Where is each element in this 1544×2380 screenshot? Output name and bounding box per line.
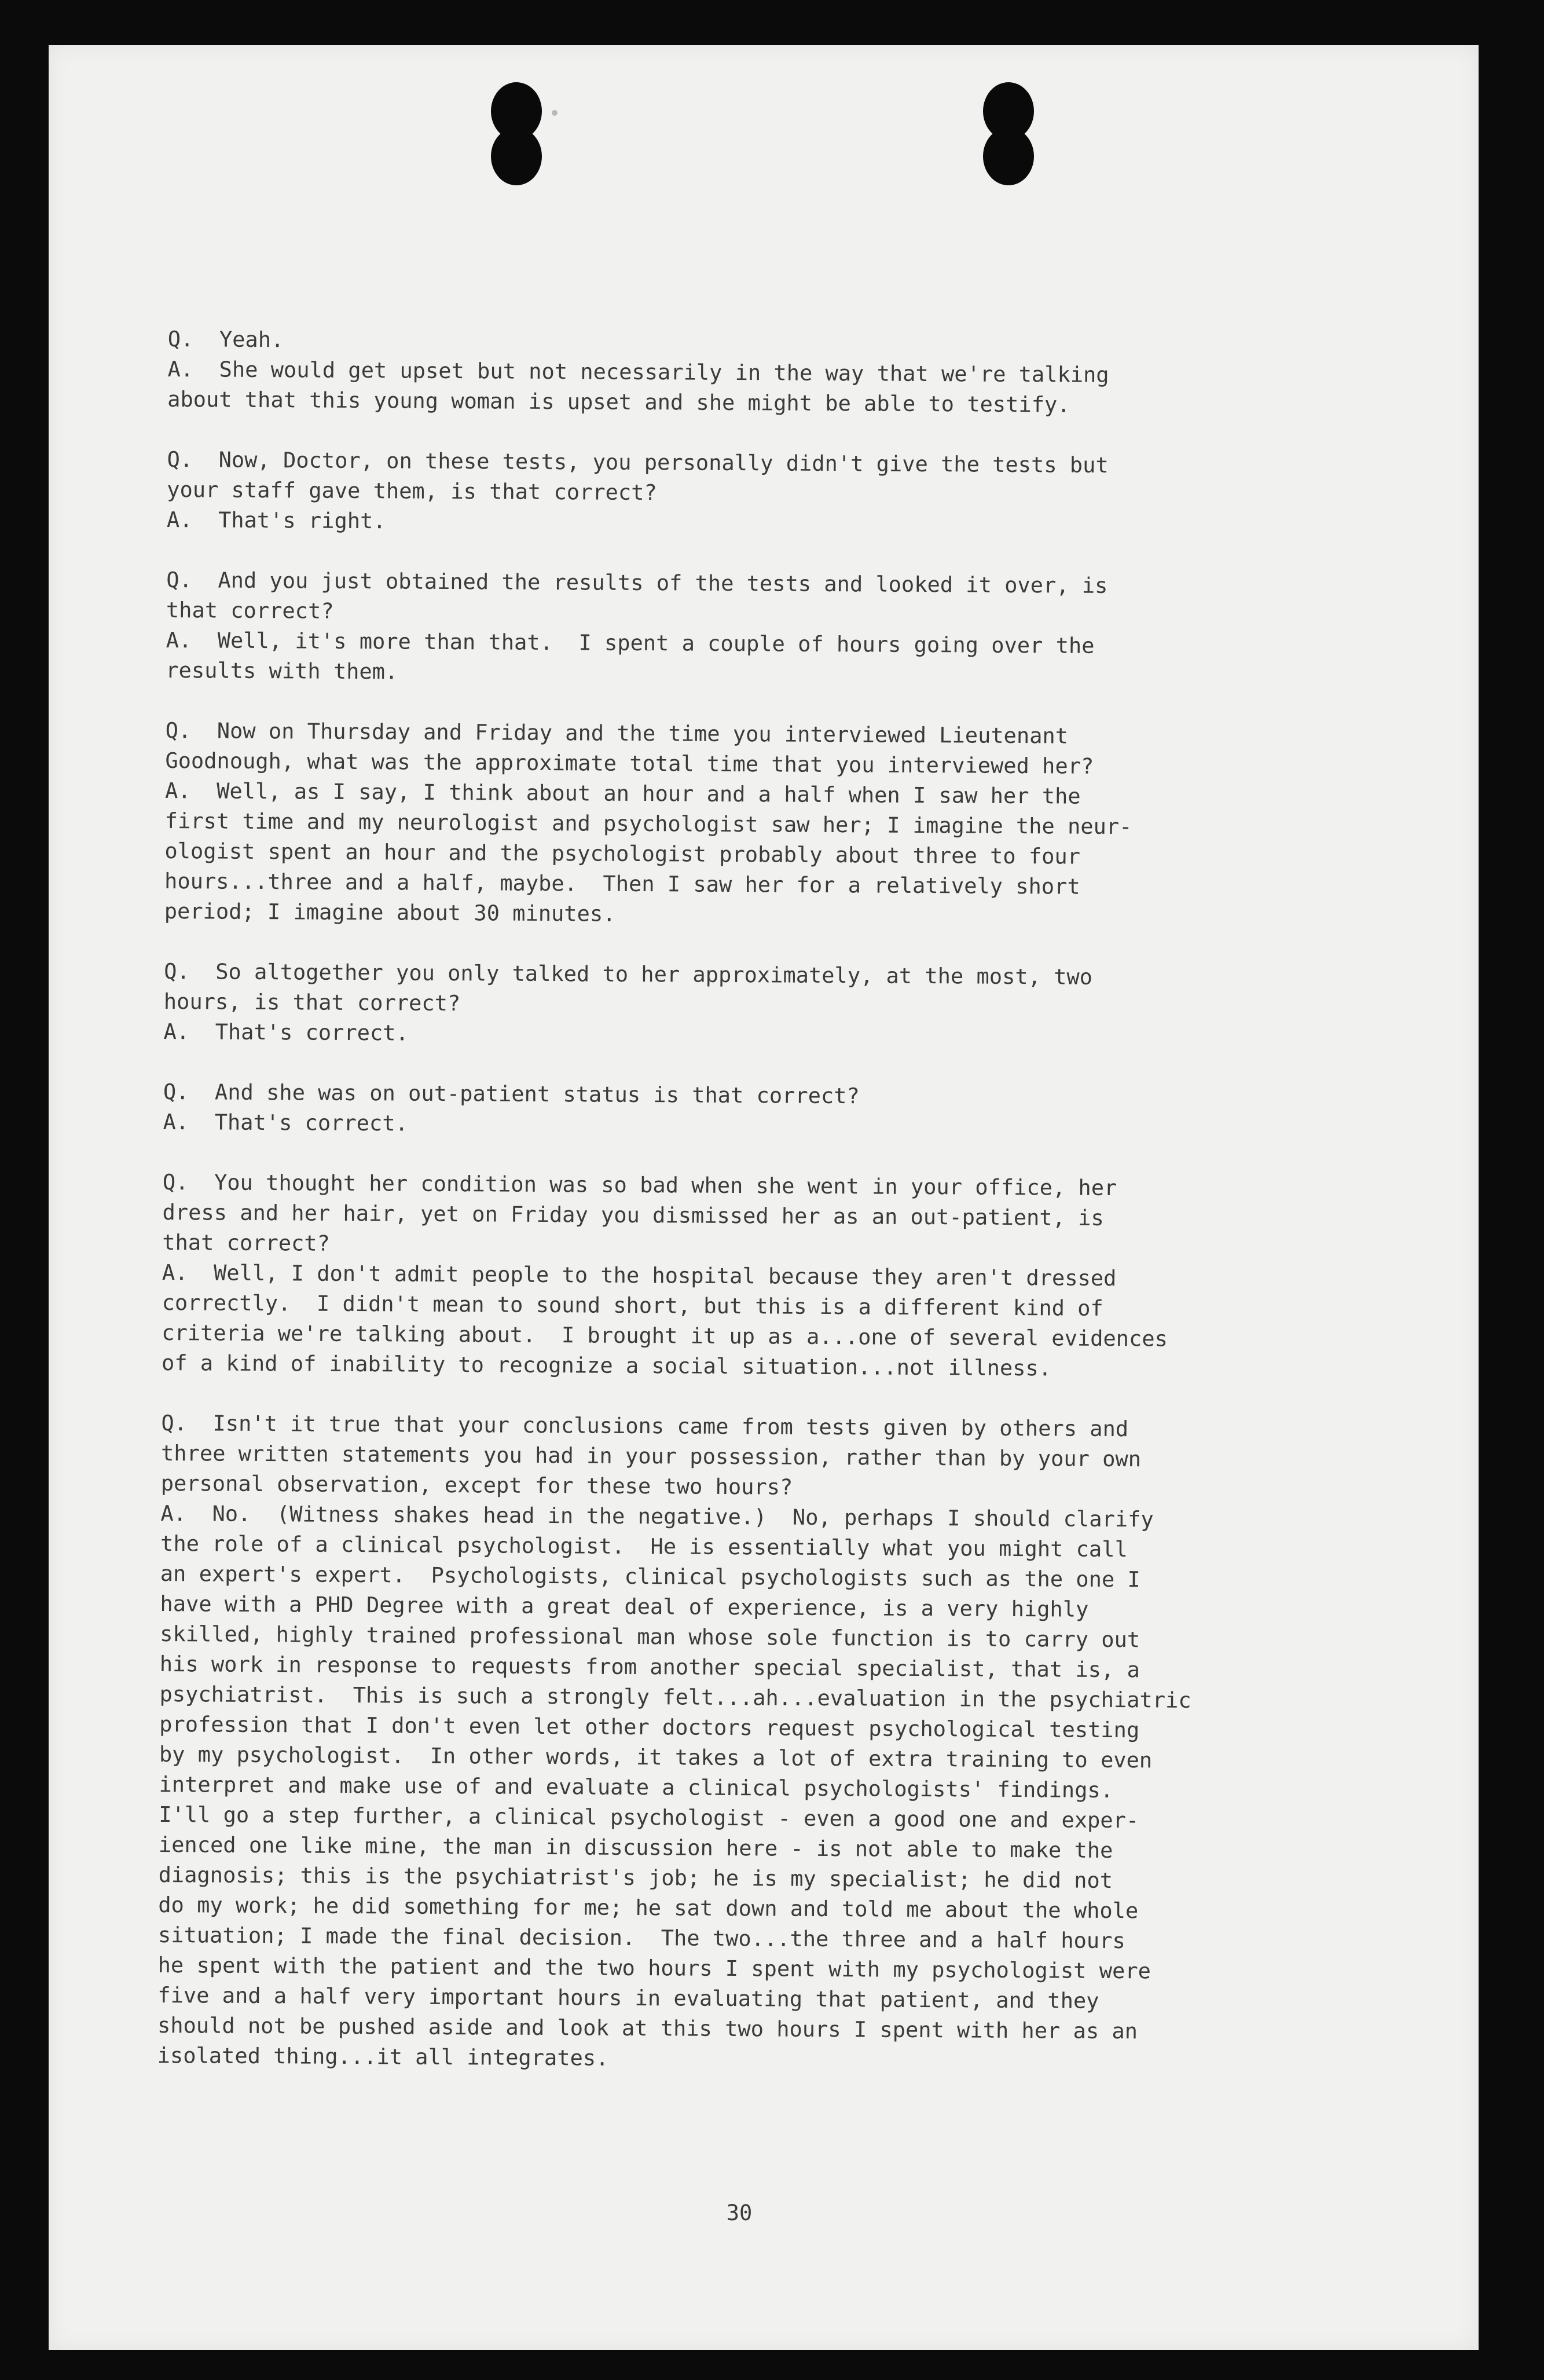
transcript-line: he spent with the patient and the two hours I spent with my psychologist were — [157, 1952, 1151, 1984]
transcript-line: Q. You thought her condition was so bad when she went in your office, her — [162, 1169, 1117, 1201]
transcript-line: A. Well, I don't admit people to the hospital because they aren't dressed — [162, 1259, 1117, 1291]
transcript-line: results with them. — [166, 657, 398, 684]
transcript-line: criteria we're talking about. I brought it up as a...one of several evidences — [162, 1320, 1168, 1352]
transcript-line: personal observation, except for these two hours? — [160, 1470, 793, 1500]
transcript-line: have with a PHD Degree with a great deal of experience, is a very highly — [160, 1591, 1089, 1622]
transcript-paragraph — [162, 1167, 1367, 1386]
transcript-line: ienced one like mine, the man in discussion here - is not able to make the — [158, 1832, 1113, 1863]
transcript-paragraph — [163, 957, 1368, 1054]
transcript-line: Q. Now on Thursday and Friday and the time you interviewed Lieutenant — [165, 717, 1069, 749]
transcript-line: hours...three and a half, maybe. Then I saw her for a relatively short — [164, 868, 1080, 899]
transcript-paragraph — [157, 1408, 1366, 2078]
transcript-line: your staff gave them, is that correct? — [167, 477, 657, 506]
transcript-line: that correct? — [166, 597, 334, 624]
transcript-line: A. She would get upset but not necessarily in the way that we're talking — [167, 356, 1109, 387]
transcript-line: about that this young woman is upset and she might be able to testify. — [167, 386, 1070, 418]
transcript-line: A. Well, as I say, I think about an hour and a half when I saw her the — [164, 778, 1081, 809]
transcript-line: diagnosis; this is the psychiatrist's job; he is my specialist; he did not — [158, 1862, 1113, 1894]
transcript-line: dress and her hair, yet on Friday you dismissed her as an out-patient, is — [162, 1199, 1104, 1231]
transcript-line: I'll go a step further, a clinical psychologist - even a good one and exper- — [159, 1802, 1139, 1833]
transcript-line: Q. So altogether you only talked to her approximately, at the most, two — [164, 958, 1093, 990]
transcript-line: skilled, highly trained professional man whose sole function is to carry out — [160, 1621, 1140, 1653]
transcript-line: Q. And you just obtained the results of the tests and looked it over, is — [166, 567, 1108, 598]
transcript-line: do my work; he did something for me; he sat down and told me about the whole — [158, 1892, 1139, 1924]
transcript-paragraph — [163, 1077, 1367, 1145]
transcript-line: his work in response to requests from another special specialist, that is, a — [159, 1651, 1140, 1683]
transcript-line: psychiatrist. This is such a strongly felt...ah...evaluation in the psychiatric — [159, 1681, 1191, 1713]
transcript-line: A. That's right. — [166, 507, 386, 534]
transcript-paragraph — [164, 716, 1370, 934]
transcript-line: three written statements you had in your possession, rather than by your own — [160, 1440, 1142, 1472]
transcript-line: hours, is that correct? — [163, 988, 461, 1016]
transcript-line: by my psychologist. In other words, it takes a lot of extra training to even — [159, 1741, 1153, 1773]
transcript-line: of a kind of inability to recognize a social situation...not illness. — [161, 1350, 1052, 1381]
transcript-line: profession that I don't even let other doctors request psychological testing — [159, 1711, 1140, 1743]
transcript-line: period; I imagine about 30 minutes. — [164, 898, 616, 927]
transcript-line: an expert's expert. Psychologists, clinical psychologists such as the one I — [160, 1561, 1140, 1592]
transcript-line: ologist spent an hour and the psychologist probably about three to four — [164, 838, 1081, 869]
transcript-paragraph — [167, 445, 1371, 543]
transcript-line: isolated thing...it all integrates. — [157, 2042, 609, 2071]
transcript-line: interpret and make use of and evaluate a clinical psychologists' findings. — [159, 1771, 1114, 1803]
transcript-line: correctly. I didn't mean to sound short, but this is a different kind of — [162, 1290, 1103, 1321]
binder-hole-left — [486, 82, 547, 186]
transcript-line: A. Well, it's more than that. I spent a couple of hours going over the — [166, 627, 1095, 658]
page-number: 30 — [726, 2200, 753, 2225]
transcript-line: Q. Yeah. — [167, 326, 284, 353]
transcript-line: A. That's correct. — [163, 1019, 409, 1046]
transcript-line: should not be pushed aside and look at this two hours I spent with her as an — [157, 2012, 1138, 2044]
binder-hole-right — [978, 82, 1039, 186]
transcript-line: Q. And she was on out-patient status is that correct? — [163, 1079, 860, 1109]
transcript-paragraph — [167, 324, 1372, 422]
transcript-line: five and a half very important hours in evaluating that patient, and they — [157, 1982, 1099, 2013]
transcript-body — [157, 324, 1372, 2108]
transcript-line: situation; I made the final decision. The two...the three and a half hours — [157, 1922, 1125, 1954]
transcript-paragraph — [166, 565, 1370, 693]
transcript-line: that correct? — [162, 1229, 331, 1256]
transcript-line: Q. Now, Doctor, on these tests, you personally didn't give the tests but — [167, 446, 1109, 478]
transcript-line: A. No. (Witness shakes head in the negative.) No, perhaps I should clarify — [160, 1500, 1154, 1532]
transcript-line: first time and my neurologist and psychologist saw her; I imagine the neur- — [164, 808, 1132, 840]
paper-speck — [552, 110, 558, 116]
transcript-line: Goodnough, what was the approximate total time that you interviewed her? — [165, 748, 1094, 779]
transcript-line: A. That's correct. — [163, 1109, 408, 1136]
transcript-line: the role of a clinical psychologist. He is essentially what you might call — [160, 1530, 1128, 1562]
transcript-line: Q. Isn't it true that your conclusions came from tests given by others and — [161, 1410, 1129, 1442]
